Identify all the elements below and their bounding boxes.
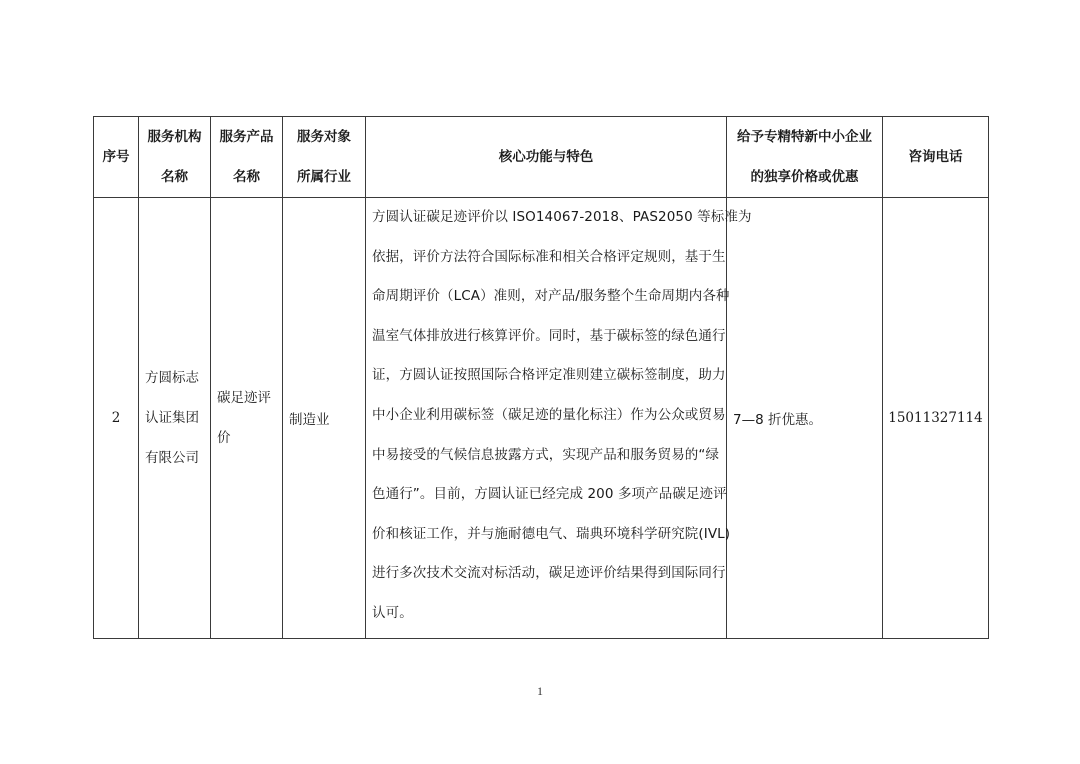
header-seq: 序号 (94, 117, 139, 198)
feature-line: 认可。 (372, 604, 413, 621)
header-features: 核心功能与特色 (366, 117, 727, 198)
feature-line: 温室气体排放进行核算评价。同时，基于碳标签的绿色通行 (372, 327, 726, 344)
page-number: 1 (537, 684, 543, 698)
feature-line: 依据，评价方法符合国际标准和相关合格评定规则，基于生 (372, 248, 726, 265)
feature-line: 命周期评价（LCA）准则，对产品/服务整个生命周期内各种 (372, 288, 730, 305)
cell-product: 碳足迹评 价 (211, 198, 283, 639)
table-row (94, 198, 989, 639)
header-industry: 服务对象 所属行业 (283, 117, 366, 198)
cell-industry: 制造业 (283, 198, 366, 639)
feature-line: 色通行”。目前，方圆认证已经完成 200 多项产品碳足迹评 (372, 486, 727, 503)
header-discount: 给予专精特新中小企业 的独享价格或优惠 (727, 117, 883, 198)
header-row (94, 117, 989, 198)
feature-line: 进行多次技术交流对标活动，碳足迹评价结果得到国际同行 (372, 565, 726, 582)
header-phone: 咨询电话 (883, 117, 989, 198)
cell-discount: 7—8 折优惠。 (727, 198, 883, 639)
feature-line: 证，方圆认证按照国际合格评定准则建立碳标签制度，助力 (372, 367, 726, 384)
cell-features (366, 198, 752, 639)
service-table (93, 116, 989, 639)
feature-line: 方圆认证碳足迹评价以 ISO14067-2018、PAS2050 等标准为 (372, 209, 752, 225)
cell-phone: 15011327114 (883, 198, 989, 639)
cell-org: 方圆标志 认证集团 有限公司 (139, 198, 211, 639)
header-product: 服务产品 名称 (211, 117, 283, 198)
feature-line: 中易接受的气候信息披露方式，实现产品和服务贸易的“绿 (372, 446, 720, 463)
header-org: 服务机构 名称 (139, 117, 211, 198)
feature-line: 价和核证工作，并与施耐德电气、瑞典环境科学研究院(IVL) (372, 525, 731, 542)
feature-line: 中小企业利用碳标签（碳足迹的量化标注）作为公众或贸易 (372, 406, 726, 423)
cell-seq: 2 (94, 198, 139, 639)
